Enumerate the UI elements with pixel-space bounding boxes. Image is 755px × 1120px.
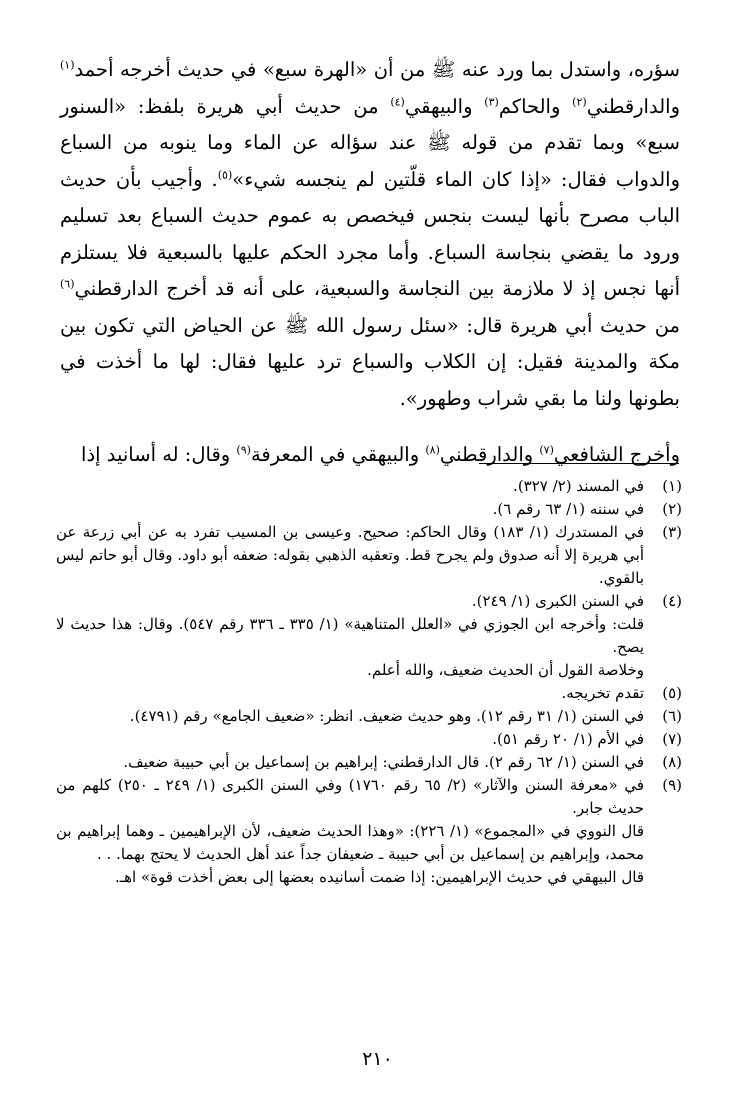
footnote-marker: (٨) (425, 443, 440, 457)
footnote-marker: (٦) (60, 277, 75, 291)
text-run: والحاكم (498, 94, 573, 118)
footnote-number: (١) (662, 477, 682, 495)
footnote (56, 498, 682, 521)
footnote-number: (٥) (662, 684, 682, 702)
footnote-text: تقدم تخريجه. (561, 684, 644, 702)
text-run: وقال: له أسانيد إذا (81, 443, 237, 466)
footnote-text: في «معرفة السنن والآثار» (٢/ ٦٥ رقم ١٧٦٠) وفي السنن الكبرى (١/ ٢٤٩ ـ ٢٥٠) كلهم من حديث جابر. (56, 776, 645, 817)
text-run: من حديث أبي هريرة قال: «سئل رسول الله ﷺ عن الحياض التي تكون بين مكة والمدينة فقيل: إن الكلاب والسباع ترد عليها فقال: لها ما أخذت في بطونها ولنا ما بقي شراب وطهور». (60, 313, 680, 410)
footnote-text: في السنن الكبرى (١/ ٢٤٩). (471, 592, 644, 610)
footnote-text: في السنن (١/ ٣١ رقم ١٢). وهو حديث ضعيف. انظر: «ضعيف الجامع» رقم (٤٧٩١). (129, 707, 644, 725)
footnote (56, 521, 682, 590)
footnote-separator (479, 463, 679, 464)
footnote-text: في السنن (١/ ٦٢ رقم ٢). قال الدارقطني: إبراهيم بن إسماعيل بن أبي حبيبة ضعيف. (123, 753, 644, 771)
body-paragraph (60, 437, 680, 474)
footnote-text: في سننه (١/ ٦٣ رقم ٦). (492, 500, 644, 518)
footnote (56, 682, 682, 705)
footnote-number: (٢) (662, 500, 682, 518)
text-run: والدارقطني (586, 94, 680, 118)
footnote-number: (٤) (662, 592, 682, 610)
footnote-continuation: وخلاصة القول أن الحديث ضعيف، والله أعلم. (367, 661, 644, 679)
text-run: والدارقطني (439, 443, 540, 466)
footnote-number: (٧) (662, 730, 682, 748)
footnote-marker: (٧) (539, 443, 554, 457)
text-run: وأخرج الشافعي (553, 443, 680, 466)
main-text (60, 52, 680, 474)
footnote-marker: (٩) (236, 443, 251, 457)
body-paragraph (60, 52, 680, 417)
footnote-text: في المستدرك (١/ ١٨٣) وقال الحاكم: صحيح. وعيسى بن المسيب تفرد به عن أبي زرعة عن أبي هريرة إلا أنه صدوق ولم يجرح قط. وتعقبه الذهبي بقوله: ضعفه أبو داود. وقال أبو حاتم ليس بالقوي. (56, 523, 645, 587)
footnote-number: (٨) (662, 753, 682, 771)
footnote (56, 751, 682, 774)
footnote (56, 590, 682, 613)
footnote-marker: (٣) (484, 95, 499, 108)
footnote (56, 728, 682, 751)
footnote-text: في المسند (٢/ ٣٢٧). (513, 477, 644, 495)
footnote (56, 774, 682, 820)
footnote-marker: (١) (60, 58, 75, 72)
footnote-continuation: قلت: وأخرجه ابن الجوزي في «العلل المتناهية» (١/ ٣٣٥ ـ ٣٣٦ رقم ٥٤٧). وقال: هذا حديث لا يصح. (56, 615, 644, 656)
footnote-continuation: قال النووي في «المجموع» (١/ ٢٢٦): «وهذا الحديث ضعيف، لأن الإبراهيمين ـ وهما إبراهيم بن محمد، وإبراهيم بن إسماعيل بن أبي حبيبة ـ ضعيفان جداً عند أهل الحديث لا يحتج بهما. . . (56, 822, 644, 863)
footnotes (56, 475, 682, 889)
text-run: من حديث أبي هريرة بلفظ: «السنور سبع» وبما تقدم من قوله ﷺ عند سؤاله عن الماء وما ينوبه من السباع والدواب فقال: «إذا كان الماء قلّتين لم ينجسه شيء» (60, 94, 680, 191)
footnote (56, 705, 682, 728)
footnote-number: (٩) (662, 776, 682, 794)
text-run: والبيهقي في المعرفة (250, 443, 426, 466)
footnote (56, 475, 682, 498)
text-run: . وأجيب بأن حديث الباب مصرح بأنها ليست بنجس فيخصص به عموم حديث السباع بعد تسليم ورود ما يقضي بنجاسة السباع. وأما مجرد الحكم عليها بالسبعية فلا يستلزم أنها نجس إذ لا ملازمة بين النجاسة والسبعية، على أنه قد أخرج الدارقطني (60, 167, 680, 300)
footnote-text: في الأم (١/ ٢٠ رقم ٥١). (492, 730, 644, 748)
footnote-number: (٣) (662, 523, 682, 541)
footnote-continuation: قال البيهقي في حديث الإبراهيمين: إذا ضمت أسانيده بعضها إلى بعض أخذت قوة» اهـ. (114, 868, 644, 886)
text-run: والبيهقي (404, 94, 485, 118)
footnote-number: (٦) (662, 707, 682, 725)
footnote-marker: (٥) (217, 168, 233, 181)
footnote-marker: (٢) (572, 95, 587, 108)
footnote-marker: (٤) (390, 95, 405, 108)
text-run: سؤره، واستدل بما ورد عنه ﷺ من أن «الهرة سبع» في حديث أخرجه أحمد (74, 58, 680, 81)
page-number: ٢١٠ (362, 1048, 393, 1070)
